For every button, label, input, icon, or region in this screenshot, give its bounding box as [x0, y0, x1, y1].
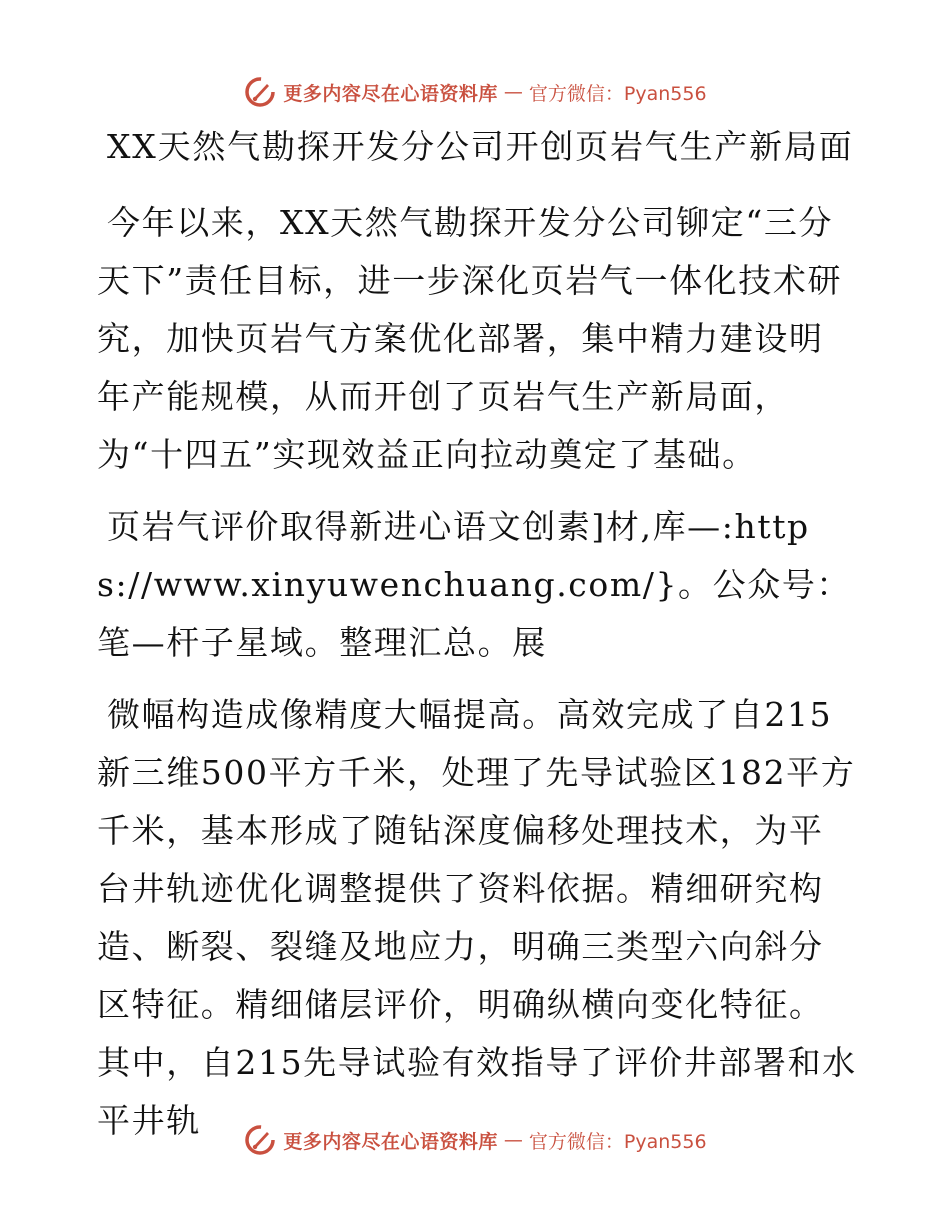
- footer-brand-text: 更多内容尽在心语资料库: [283, 1130, 498, 1153]
- header-separator: —: [503, 81, 523, 103]
- footer-contact-text: 官方微信：Pyan556: [528, 1130, 707, 1153]
- paragraph-imaging: 微幅构造成像精度大幅提高。高效完成了自215新三维500平方千米，处理了先导试验区182平方千米，基本形成了随钻深度偏移处理技术，为平台井轨迹优化调整提供了资料依据。精细研究构造、断裂、裂缝及地应力，明确三类型六向斜分区特征。精细储层评价，明确纵横向变化特征。其中，自215先导试验有效指导了评价井部署和水平井轨: [97, 695, 857, 1140]
- document-body: [97, 118, 857, 1150]
- page-header-watermark: [0, 72, 950, 112]
- paragraph-progress: 页岩气评价取得新进心语文创素]材,库—:https://www.xinyuwenchuang.com/}。公众号：笔—杆子星域。整理汇总。展: [97, 507, 852, 662]
- page-footer-watermark: [0, 1120, 950, 1160]
- header-brand-text: 更多内容尽在心语资料库: [283, 82, 498, 105]
- footer-separator: —: [503, 1129, 523, 1151]
- brush-circle-logo-icon: [243, 1123, 277, 1157]
- document-title: XX天然气勘探开发分公司开创页岩气生产新局面: [107, 127, 854, 166]
- paragraph-intro: 今年以来，XX天然气勘探开发分公司铆定“三分天下”责任目标，进一步深化页岩气一体化技术研究，加快页岩气方案优化部署，集中精力建设明年产能规模，从而开创了页岩气生产新局面，为“十四五”实现效益正向拉动奠定了基础。: [97, 203, 843, 474]
- brush-circle-logo-icon: [243, 75, 277, 109]
- header-contact-text: 官方微信：Pyan556: [528, 82, 707, 105]
